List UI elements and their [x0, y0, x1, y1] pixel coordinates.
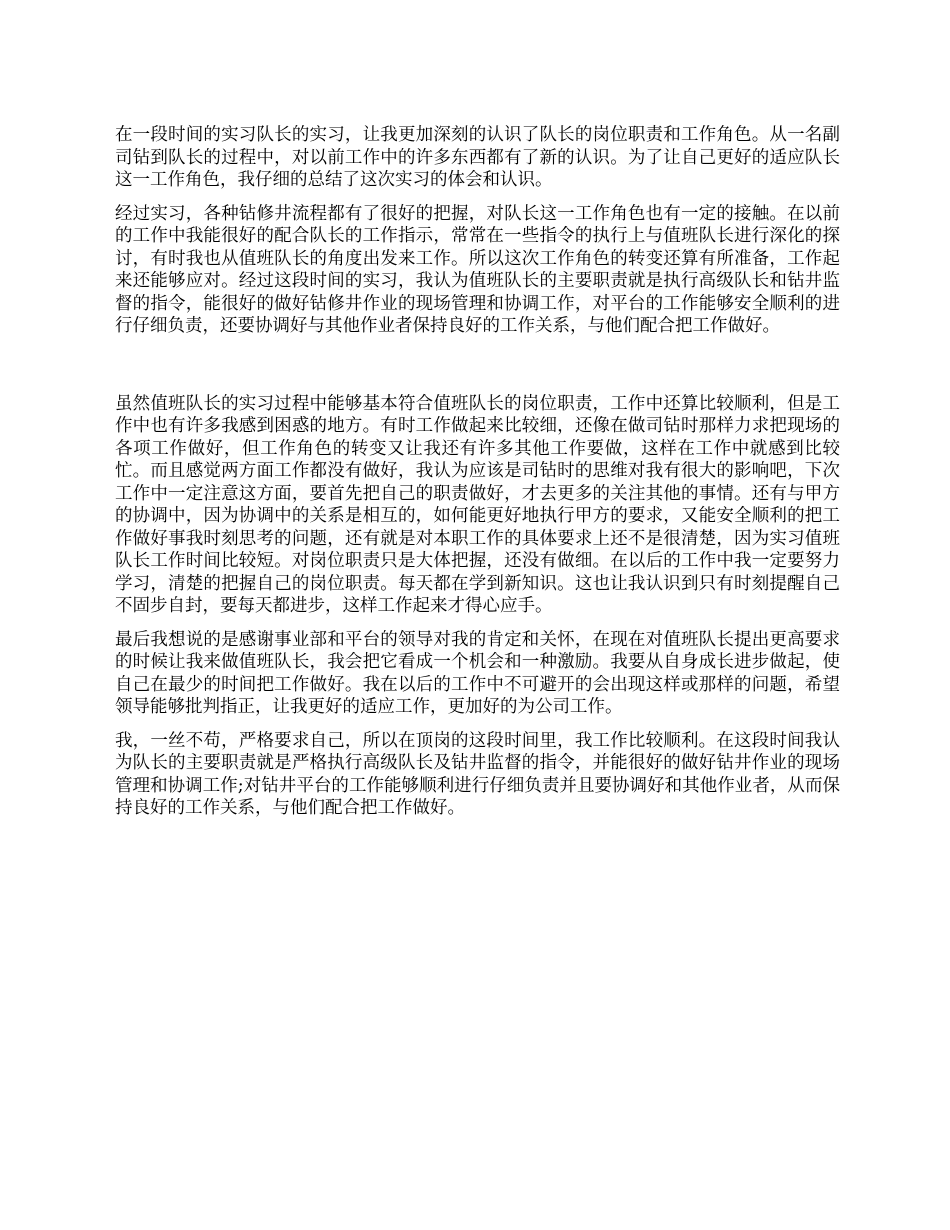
document-body — [115, 124, 840, 831]
paragraph-intro: 在一段时间的实习队长的实习，让我更加深刻的认识了队长的岗位职责和工作角色。从一名副司钻到队长的过程中，对以前工作中的许多东西都有了新的认识。为了让自己更好的适应队长这一工作角色，我仔细的总结了这次实习的体会和认识。 — [115, 125, 840, 190]
paragraph-summary: 我，一丝不苟，严格要求自己，所以在顶岗的这段时间里，我工作比较顺利。在这段时间我认为队长的主要职责就是严格执行高级队长及钻井监督的指令，并能很好的做好钻井作业的现场管理和协调工作;对钻井平台的工作能够顺利进行仔细负责并且要协调好和其他作业者，从而保持良好的工作关系，与他们配合把工作做好。 — [115, 730, 840, 818]
paragraph-thanks: 最后我想说的是感谢事业部和平台的领导对我的肯定和关怀，在现在对值班队长提出更高要求的时候让我来做值班队长，我会把它看成一个机会和一种激励。我要从自身成长进步做起，使自己在最少的时间把工作做好。我在以后的工作中不可避开的会出现这样或那样的问题，希望领导能够批判指正，让我更好的适应工作，更加好的为公司工作。 — [115, 629, 840, 717]
paragraph-experience: 经过实习，各种钻修井流程都有了很好的把握，对队长这一工作角色也有一定的接触。在以前的工作中我能很好的配合队长的工作指示，常常在一些指令的执行上与值班队长进行深化的探讨，有时我也从值班队长的角度出发来工作。所以这次工作角色的转变还算有所准备，工作起来还能够应对。经过这段时间的实习，我认为值班队长的主要职责就是执行高级队长和钻井监督的指令，能很好的做好钻修井作业的现场管理和协调工作，对平台的工作能够安全顺利的进行仔细负责，还要协调好与其他作业者保持良好的工作关系，与他们配合把工作做好。 — [115, 203, 840, 336]
paragraph-difficulties: 虽然值班队长的实习过程中能够基本符合值班队长的岗位职责，工作中还算比较顺利，但是工作中也有许多我感到困惑的地方。有时工作做起来比较细，还像在做司钻时那样力求把现场的各项工作做好，但工作角色的转变又让我还有许多其他工作要做，这样在工作中就感到比较忙。而且感觉两方面工作都没有做好，我认为应该是司钻时的思维对我有很大的影响吧，下次工作中一定注意这方面，要首先把自己的职责做好，才去更多的关注其他的事情。还有与甲方的协调中，因为协调中的关系是相互的，如何能更好地执行甲方的要求，又能安全顺利的把工作做好事我时刻思考的问题，还有就是对本职工作的具体要求上还不是很清楚，因为实习值班队长工作时间比较短。对岗位职责只是大体把握，还没有做细。在以后的工作中我一定要努力学习，清楚的把握自己的岗位职责。每天都在学到新知识。这也让我认识到只有时刻提醒自己不固步自封，要每天都进步，这样工作起来才得心应手。 — [115, 393, 840, 616]
paragraph-spacer — [115, 349, 840, 393]
